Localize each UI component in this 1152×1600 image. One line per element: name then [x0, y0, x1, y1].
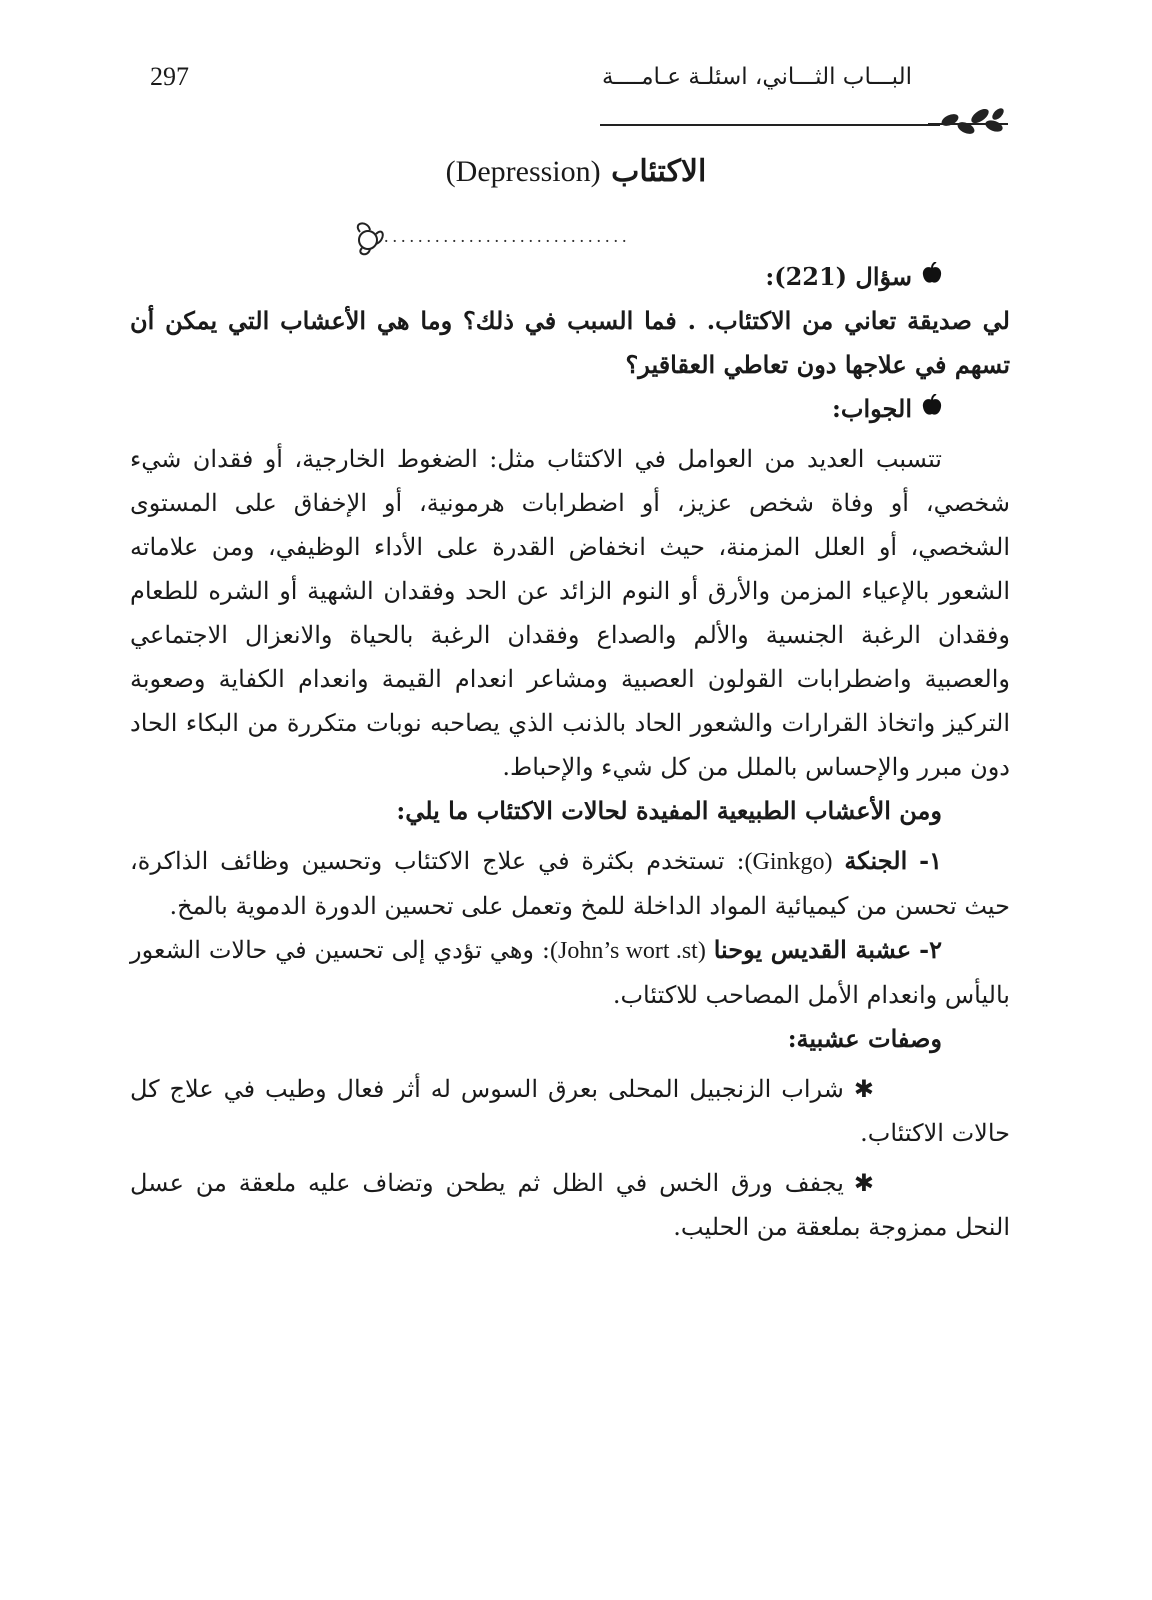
star-bullet-icon: ✱ — [853, 1169, 874, 1197]
answer-text: تتسبب العديد من العوامل في الاكتئاب مثل: الضغوط الخارجية، أو فقدان شيء شخصي، أو وفاة شخص عزيز، أو اضطرابات هرمونية، أو الإخفاق على المستوى الشخصي، أو العلل المزمنة، حيث انخفاض القدرة على الأداء الوظيفي، ومن علاماته الشعور بالإعياء المزمن والأرق أو النوم الزائد عن الحد وفقدان الشهية أو الشره للطعام وفقدان الرغبة الجنسية والألم والصداع وفقدان الرغبة بالحياة والانعزال الاجتماعي والعصبية واضطرابات القولون العصبية ومشاعر انعدام القيمة وانعدام الكفاية وصعوبة التركيز واتخاذ القرارات والشعور الحاد بالذنب الذي يصاحبه نوبات متكررة من البكاء الحاد دون مبرر والإحساس بالملل من كل شيء والإحباط. — [130, 445, 1011, 781]
question-label-text: سؤال (221): — [765, 262, 912, 291]
body-block — [130, 255, 1010, 1249]
question-label — [130, 255, 1010, 299]
herb-number: ١- — [919, 846, 942, 875]
herb-latin: (John’s wort .st) — [549, 938, 706, 964]
herb-name: الجنكة — [844, 846, 908, 875]
flower-ornament-icon — [358, 223, 383, 254]
herb-item — [130, 839, 1010, 928]
title-latin: (Depression) — [445, 155, 601, 188]
herb-text: : تستخدم بكثرة في علاج الاكتئاب وتحسين وظائف الذاكرة، حيث تحسن من كيميائية المواد الداخلة للمخ وتعمل على تحسين الدورة الدموية بالمخ. — [130, 847, 1010, 920]
chapter-title — [0, 154, 1152, 189]
page-number: 297 — [150, 62, 189, 91]
divider-dots: ............................. — [384, 226, 631, 246]
answer-label — [130, 387, 1010, 431]
title-arabic: الاكتئاب — [611, 154, 707, 189]
recipe-text: يجفف ورق الخس في الظل ثم يطحن وتضاف عليه ملعقة من عسل النحل ممزوجة بملعقة من الحليب. — [130, 1169, 1010, 1241]
star-bullet-icon: ✱ — [853, 1075, 874, 1103]
apple-bullet-icon — [922, 255, 942, 299]
recipes-label: وصفات عشبية: — [787, 1024, 942, 1053]
herb-item — [130, 928, 1010, 1017]
answer-label-text: الجواب: — [832, 394, 912, 423]
leaf-branch-icon — [928, 102, 1008, 142]
recipe-item — [130, 1161, 1010, 1249]
apple-bullet-icon — [922, 387, 942, 431]
question-text: لي صديقة تعاني من الاكتئاب. . فما السبب في ذلك؟ وما هي الأعشاب التي يمكن أن تسهم في علاجها دون تعاطي العقاقير؟ — [130, 306, 1010, 379]
recipe-text: شراب الزنجبيل المحلى بعرق السوس له أثر فعال وطيب في علاج كل حالات الاكتئاب. — [130, 1075, 1010, 1147]
running-title: البـــاب الثـــاني، اسئلـة عـامــــة — [601, 64, 912, 90]
header-rule — [600, 124, 940, 126]
herb-latin: (Ginkgo) — [744, 849, 833, 875]
herb-text: : وهي تؤدي إلى تحسين في حالات الشعور باليأس وانعدام الأمل المصاحب للاكتئاب. — [130, 936, 1010, 1009]
herbs-intro: ومن الأعشاب الطبيعية المفيدة لحالات الاكتئاب ما يلي: — [396, 796, 942, 825]
title-divider — [346, 218, 806, 258]
recipe-item — [130, 1067, 1010, 1155]
herb-number: ٢- — [919, 935, 942, 964]
herb-name: عشبة القديس يوحنا — [713, 935, 912, 964]
